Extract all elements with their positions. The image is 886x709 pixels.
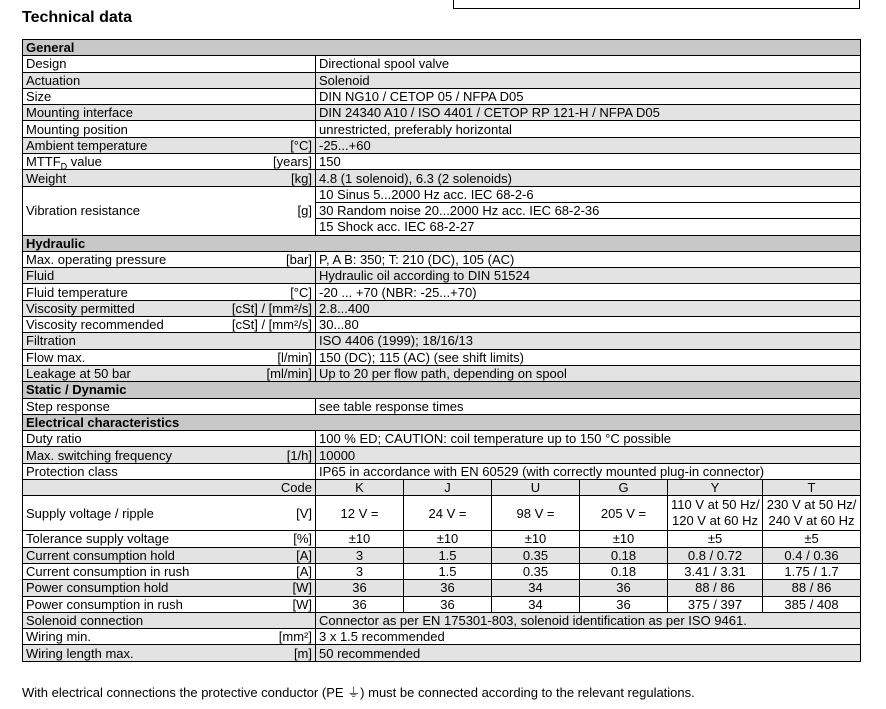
technical-data-table <box>22 39 861 662</box>
earth-ground-icon: ⏚ <box>347 685 361 700</box>
supply-voltage-row <box>23 496 861 531</box>
top-frame <box>453 0 860 9</box>
spec-value: 2.8...400 <box>316 300 861 316</box>
spec-label: Filtration <box>23 333 223 349</box>
spec-unit: [A] <box>223 547 316 563</box>
grid-value: ±10 <box>492 531 580 547</box>
grid-value: ±10 <box>580 531 668 547</box>
spec-row <box>23 398 861 414</box>
spec-label: Mounting position <box>23 121 223 137</box>
code-value: U <box>492 480 580 496</box>
spec-row <box>23 300 861 316</box>
footer-text-end: ) must be connected according to the relevant regulations. <box>360 685 695 700</box>
grid-value: 36 <box>580 596 668 612</box>
spec-row <box>23 612 861 628</box>
spec-label: Weight <box>23 170 223 186</box>
spec-row <box>23 447 861 463</box>
spec-unit: [°C] <box>223 284 316 300</box>
spec-unit <box>223 88 316 104</box>
spec-label: Size <box>23 88 223 104</box>
grid-value: 1.5 <box>404 563 492 579</box>
grid-value: 36 <box>316 580 404 596</box>
spec-label: Power consumption hold <box>23 580 223 596</box>
spec-unit: [A] <box>223 563 316 579</box>
code-value: T <box>763 480 861 496</box>
electrical-grid-row <box>23 580 861 596</box>
spec-label-sub: D <box>60 161 68 170</box>
spec-value: 10000 <box>316 447 861 463</box>
grid-value: 36 <box>404 596 492 612</box>
spec-unit: [bar] <box>223 251 316 267</box>
spec-value: -20 ... +70 (NBR: -25...+70) <box>316 284 861 300</box>
spec-label: Flow max. <box>23 349 223 365</box>
grid-value: 88 / 86 <box>763 580 861 596</box>
supply-value: 205 V = <box>580 496 668 531</box>
supply-value: 98 V = <box>492 496 580 531</box>
spec-unit <box>223 268 316 284</box>
electrical-grid-row <box>23 547 861 563</box>
spec-value: 30 Random noise 20...2000 Hz acc. IEC 68-2-36 <box>316 202 861 218</box>
footer-note <box>22 682 695 701</box>
grid-value: 0.8 / 0.72 <box>668 547 763 563</box>
spec-unit: [V] <box>223 496 316 531</box>
grid-value: 88 / 86 <box>668 580 763 596</box>
electrical-grid-row <box>23 596 861 612</box>
spec-value: -25...+60 <box>316 137 861 153</box>
spec-row <box>23 431 861 447</box>
spec-unit: [kg] <box>223 170 316 186</box>
spec-value: 3 x 1.5 recommended <box>316 629 861 645</box>
spec-label: Viscosity recommended <box>23 317 223 333</box>
grid-value: 1.75 / 1.7 <box>763 563 861 579</box>
spec-unit: [l/min] <box>223 349 316 365</box>
supply-line: 230 V at 50 Hz/ <box>766 497 857 513</box>
spec-row <box>23 349 861 365</box>
spec-unit: [cSt] / [mm²/s] <box>223 317 316 333</box>
spec-value: 15 Shock acc. IEC 68-2-27 <box>316 219 861 235</box>
spec-value: Up to 20 per flow path, depending on spool <box>316 365 861 381</box>
grid-value: 36 <box>316 596 404 612</box>
spec-label: Leakage at 50 bar <box>23 365 223 381</box>
spec-row <box>23 251 861 267</box>
spec-unit <box>223 431 316 447</box>
section-hydraulic <box>23 235 861 251</box>
spec-unit: [°C] <box>223 137 316 153</box>
code-value: K <box>316 480 404 496</box>
spec-label: Max. switching frequency <box>23 447 223 463</box>
spec-unit <box>223 612 316 628</box>
spec-label-suffix: value <box>67 154 102 170</box>
section-static <box>23 382 861 398</box>
spec-label: Vibration resistance <box>23 186 223 235</box>
spec-row <box>23 629 861 645</box>
spec-value: 10 Sinus 5...2000 Hz acc. IEC 68-2-6 <box>316 186 861 202</box>
spec-row <box>23 284 861 300</box>
spec-label: Design <box>23 56 223 72</box>
spec-unit: [mm²] <box>223 629 316 645</box>
supply-line: 110 V at 50 Hz/ <box>671 497 760 513</box>
spec-label: Viscosity permitted <box>23 300 223 316</box>
spec-unit: [g] <box>223 186 316 235</box>
spec-row <box>23 72 861 88</box>
spec-row-vibration <box>23 186 861 202</box>
spec-unit <box>223 105 316 121</box>
spec-label: Duty ratio <box>23 431 223 447</box>
supply-value-t <box>763 496 861 531</box>
footer-text-start: With electrical connections the protective conductor (PE <box>22 685 348 700</box>
supply-value-y <box>668 496 763 531</box>
spec-label: Solenoid connection <box>23 612 223 628</box>
grid-value: 3 <box>316 547 404 563</box>
section-electrical <box>23 414 861 430</box>
supply-value: 24 V = <box>404 496 492 531</box>
spec-unit <box>223 121 316 137</box>
grid-value: ±5 <box>668 531 763 547</box>
grid-value: ±10 <box>316 531 404 547</box>
spec-row <box>23 170 861 186</box>
spec-row <box>23 88 861 104</box>
section-heading: Electrical characteristics <box>23 414 861 430</box>
spec-label: Mounting interface <box>23 105 223 121</box>
spec-label: Current consumption hold <box>23 547 223 563</box>
spec-row <box>23 268 861 284</box>
spec-value: 50 recommended <box>316 645 861 661</box>
grid-value: 3.41 / 3.31 <box>668 563 763 579</box>
section-general <box>23 40 861 56</box>
spec-unit <box>223 333 316 349</box>
spec-value: DIN NG10 / CETOP 05 / NFPA D05 <box>316 88 861 104</box>
spec-unit: [ml/min] <box>223 365 316 381</box>
section-heading: General <box>23 40 861 56</box>
spec-unit: [W] <box>223 580 316 596</box>
spec-value: Directional spool valve <box>316 56 861 72</box>
spec-value: Connector as per EN 175301-803, solenoid identification as per ISO 9461. <box>316 612 861 628</box>
spec-label: Protection class <box>23 463 223 479</box>
code-value: Y <box>668 480 763 496</box>
spec-row <box>23 333 861 349</box>
spec-value: 150 <box>316 154 861 170</box>
code-value: G <box>580 480 668 496</box>
spec-row <box>23 317 861 333</box>
supply-line: 120 V at 60 Hz <box>672 513 758 529</box>
spec-unit: [W] <box>223 596 316 612</box>
grid-value: 0.35 <box>492 563 580 579</box>
electrical-grid-row <box>23 531 861 547</box>
supply-value: 12 V = <box>316 496 404 531</box>
spec-label: Wiring length max. <box>23 645 223 661</box>
spec-value: unrestricted, preferably horizontal <box>316 121 861 137</box>
spec-value: IP65 in accordance with EN 60529 (with correctly mounted plug-in connector) <box>316 463 861 479</box>
spec-value: DIN 24340 A10 / ISO 4401 / CETOP RP 121-H / NFPA D05 <box>316 105 861 121</box>
spec-unit: [m] <box>223 645 316 661</box>
spec-unit: [%] <box>223 531 316 547</box>
grid-value: 0.35 <box>492 547 580 563</box>
spec-label: Tolerance supply voltage <box>23 531 223 547</box>
grid-value: ±10 <box>404 531 492 547</box>
spec-row <box>23 105 861 121</box>
spec-value: Solenoid <box>316 72 861 88</box>
grid-value: 0.4 / 0.36 <box>763 547 861 563</box>
spec-unit <box>223 72 316 88</box>
spec-label: Supply voltage / ripple <box>23 496 223 531</box>
section-heading: Static / Dynamic <box>23 382 861 398</box>
spec-unit: [years] <box>223 154 316 170</box>
grid-value: 36 <box>580 580 668 596</box>
spec-value: 150 (DC); 115 (AC) (see shift limits) <box>316 349 861 365</box>
spec-label: Step response <box>23 398 223 414</box>
grid-value: ±5 <box>763 531 861 547</box>
spec-value: Hydraulic oil according to DIN 51524 <box>316 268 861 284</box>
spec-row <box>23 121 861 137</box>
page-title: Technical data <box>22 9 132 26</box>
spec-row <box>23 365 861 381</box>
grid-value: 385 / 408 <box>763 596 861 612</box>
spec-unit: [1/h] <box>223 447 316 463</box>
spec-unit <box>223 56 316 72</box>
spec-value: see table response times <box>316 398 861 414</box>
spec-label-text: MTTF <box>26 154 61 170</box>
grid-value: 0.18 <box>580 547 668 563</box>
spec-label: Fluid temperature <box>23 284 223 300</box>
spec-value: 4.8 (1 solenoid), 6.3 (2 solenoids) <box>316 170 861 186</box>
section-heading: Hydraulic <box>23 235 861 251</box>
code-row <box>23 480 861 496</box>
spec-label: Ambient temperature <box>23 137 223 153</box>
spec-row <box>23 56 861 72</box>
spec-label <box>23 154 223 170</box>
spec-label: Current consumption in rush <box>23 563 223 579</box>
grid-value: 1.5 <box>404 547 492 563</box>
code-label: Code <box>223 480 316 496</box>
spec-row <box>23 154 861 170</box>
grid-value: 375 / 397 <box>668 596 763 612</box>
grid-value: 34 <box>492 580 580 596</box>
spec-row <box>23 137 861 153</box>
grid-value: 0.18 <box>580 563 668 579</box>
spec-value: 30...80 <box>316 317 861 333</box>
spec-value: P, A B: 350; T: 210 (DC), 105 (AC) <box>316 251 861 267</box>
spec-unit <box>223 463 316 479</box>
spec-label: Actuation <box>23 72 223 88</box>
spec-label: Wiring min. <box>23 629 223 645</box>
grid-value: 34 <box>492 596 580 612</box>
spec-label: Fluid <box>23 268 223 284</box>
spec-row <box>23 463 861 479</box>
electrical-grid-row <box>23 563 861 579</box>
spec-label: Max. operating pressure <box>23 251 223 267</box>
spec-unit <box>223 398 316 414</box>
code-value: J <box>404 480 492 496</box>
supply-line: 240 V at 60 Hz <box>768 513 855 529</box>
spec-label <box>23 480 223 496</box>
spec-value: 100 % ED; CAUTION: coil temperature up to 150 °C possible <box>316 431 861 447</box>
spec-row <box>23 645 861 661</box>
spec-unit: [cSt] / [mm²/s] <box>223 300 316 316</box>
spec-label: Power consumption in rush <box>23 596 223 612</box>
grid-value: 3 <box>316 563 404 579</box>
spec-value: ISO 4406 (1999); 18/16/13 <box>316 333 861 349</box>
grid-value: 36 <box>404 580 492 596</box>
